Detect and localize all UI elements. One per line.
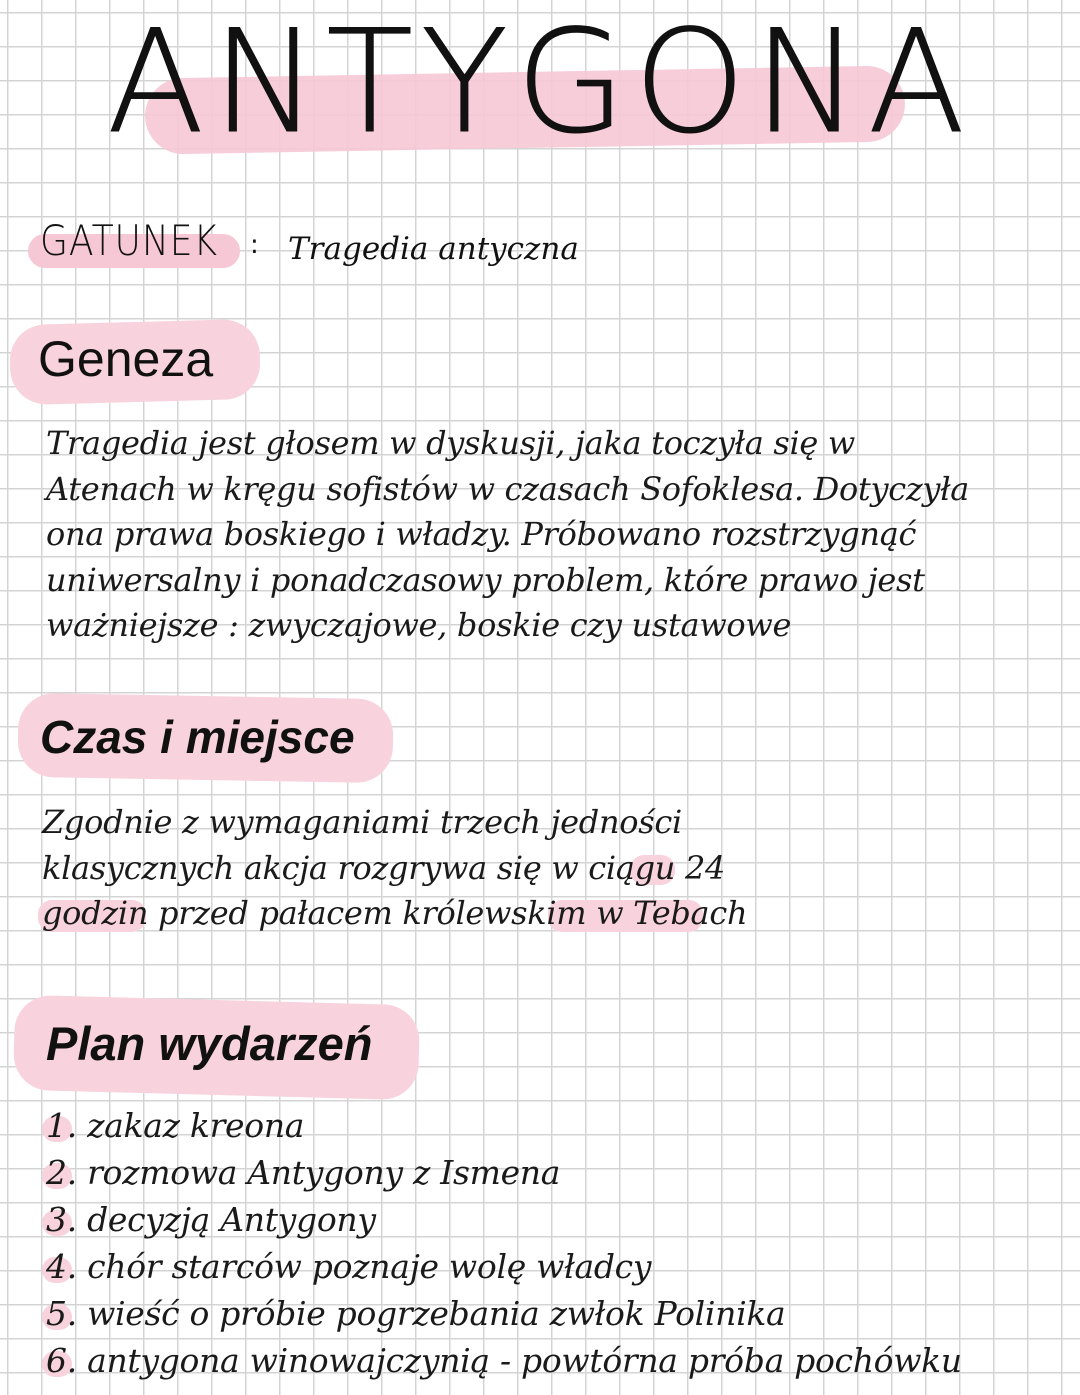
czas-heading: Czas i miejsce — [40, 711, 355, 763]
plan-item: 6. antygona winowajczynią - powtórna próba pochówku — [46, 1337, 962, 1384]
geneza-text — [46, 421, 969, 649]
geneza-line: ważniejsze : zwyczajowe, boskie czy ustawowe — [46, 606, 792, 644]
plan-item: 1. zakaz kreona — [46, 1102, 962, 1149]
page-title: ANTYGONA — [106, 0, 973, 165]
plan-list — [46, 1102, 962, 1384]
gatunek-label: GATUNEK — [40, 216, 218, 265]
plan-heading: Plan wydarzeń — [46, 1017, 373, 1070]
title-block — [70, 0, 1010, 190]
gatunek-colon: : — [250, 230, 259, 260]
czas-line: klasycznych akcja rozgrywa się w ciągu 24 — [42, 848, 726, 887]
geneza-line: Tragedia jest głosem w dyskusji, jaka toczyła się w — [46, 424, 855, 462]
plan-item: 5. wieść o próbie pogrzebania zwłok Polinika — [46, 1290, 962, 1337]
czas-line: godzin przed pałacem królewskim w Tebach — [42, 894, 748, 932]
gatunek-value: Tragedia antyczna — [288, 231, 579, 267]
geneza-line: uniwersalny i ponadczasowy problem, które prawo jest — [46, 560, 925, 599]
czas-text — [42, 800, 747, 937]
geneza-line: ona prawa boskiego i władzy. Próbowano rozstrzygnąć — [46, 515, 917, 553]
czas-line: Zgodnie z wymaganiami trzech jedności — [42, 803, 682, 841]
plan-item: 2. rozmowa Antygony z Ismena — [46, 1149, 962, 1196]
plan-item: 3. decyzją Antygony — [46, 1196, 962, 1243]
plan-item: 4. chór starców poznaje wolę władcy — [46, 1243, 962, 1290]
geneza-heading: Geneza — [38, 331, 214, 387]
geneza-line: Atenach w kręgu sofistów w czasach Sofoklesa. Dotyczyła — [46, 469, 970, 508]
